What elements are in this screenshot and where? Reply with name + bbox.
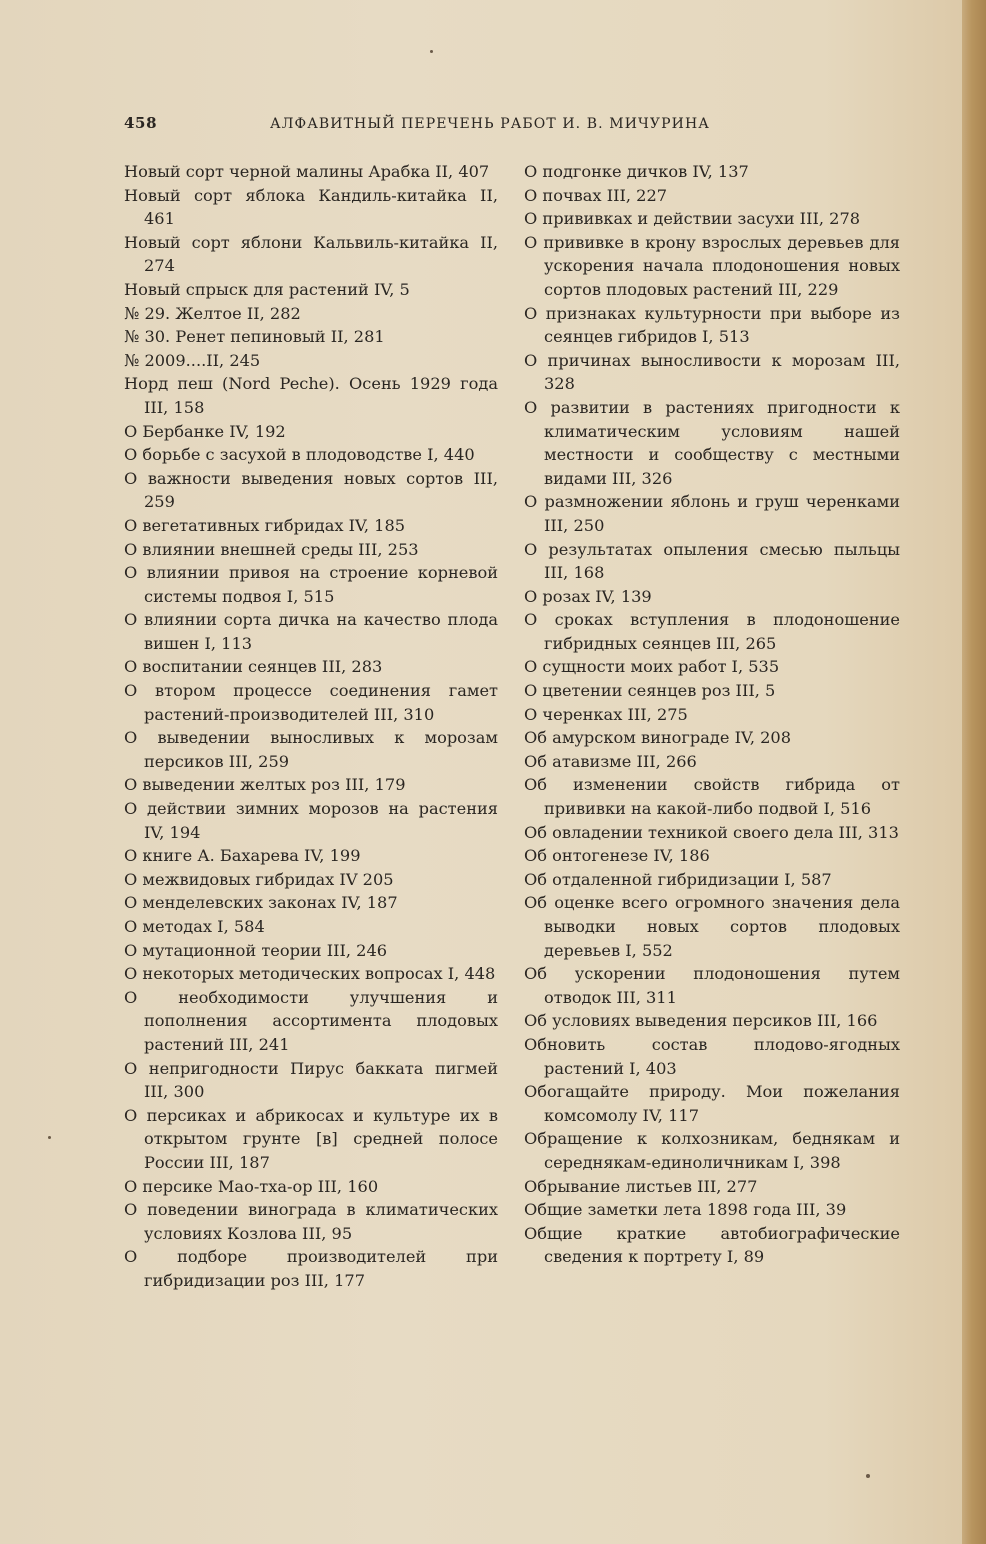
index-entry: О размножении яблонь и груш черенками III, 250	[524, 492, 900, 535]
index-entry: О цветении сеянцев роз III, 5	[524, 681, 776, 701]
index-entry: О влиянии привоя на строение корневой системы подвоя I, 515	[124, 563, 498, 606]
index-entry: О действии зимних морозов на растения IV, 194	[124, 799, 498, 842]
index-entry: О влиянии сорта дичка на качество плода вишен I, 113	[124, 610, 498, 653]
index-entry: Об оценке всего огромного значения дела выводки новых сортов плодовых деревьев I, 552	[524, 893, 900, 960]
paper-speck	[866, 1474, 870, 1478]
index-entry: О менделевских законах IV, 187	[124, 893, 398, 913]
paper-speck	[48, 1136, 51, 1139]
index-entry: О методах I, 584	[124, 917, 265, 936]
index-entry: Новый спрыск для растений IV, 5	[124, 279, 410, 299]
index-entry: Об ускорении плодоношения путем отводок III, 311	[524, 964, 900, 1007]
index-entry: О Бербанке IV, 192	[124, 421, 286, 441]
index-entry: О подборе производителей при гибридизации роз III, 177	[124, 1247, 498, 1290]
index-entry: № 29. Желтое II, 282	[124, 303, 301, 323]
index-entry: О воспитании сеянцев III, 283	[124, 657, 383, 677]
index-entry: О вегетативных гибридах IV, 185	[124, 515, 406, 535]
index-entry: Обращение к колхозникам, беднякам и середнякам-единоличникам I, 398	[524, 1129, 900, 1172]
index-entry: Об отдаленной гибридизации I, 587	[524, 869, 832, 889]
index-entry: О признаках культурности при выборе из сеянцев гибридов I, 513	[524, 303, 900, 347]
index-entry: Об амурском винограде IV, 208	[524, 728, 792, 748]
index-entry: Новый сорт яблони Кальвиль-китайка II, 274	[124, 232, 498, 276]
index-entry: О причинах выносливости к морозам III, 328	[524, 350, 900, 394]
index-entry: Общие заметки лета 1898 года III, 39	[524, 1200, 847, 1220]
index-entry: О мутационной теории III, 246	[124, 940, 388, 960]
index-entry: О борьбе с засухой в плодоводстве I, 440	[124, 445, 475, 465]
index-entry: О некоторых методических вопросах I, 448	[124, 964, 496, 984]
index-entry: О выведении выносливых к морозам персиков III, 259	[124, 728, 498, 771]
index-entry: Норд пеш (Nord Peche). Осень 1929 года III, 158	[124, 374, 498, 417]
index-entry: О сущности моих работ I, 535	[524, 657, 780, 677]
page-edge	[962, 0, 986, 1544]
index-entry: О влиянии внешней среды III, 253	[124, 539, 419, 559]
index-entry: О книге А. Бахарева IV, 199	[124, 846, 361, 866]
index-entry: Обновить состав плодово-ягодных растений I, 403	[524, 1034, 900, 1078]
index-entry: О подгонке дичков IV, 137	[524, 162, 749, 181]
index-entry: № 30. Ренет пепиновый II, 281	[124, 327, 385, 347]
index-entry: О черенках III, 275	[524, 704, 688, 724]
page-header	[124, 114, 900, 138]
index-entry: Обогащайте природу. Мои пожелания комсомолу IV, 117	[524, 1082, 900, 1125]
page-number: 458	[124, 114, 158, 132]
index-entry: О необходимости улучшения и пополнения ассортимента плодовых растений III, 241	[124, 987, 498, 1054]
index-column-left	[124, 160, 498, 1293]
running-title: АЛФАВИТНЫЙ ПЕРЕЧЕНЬ РАБОТ И. В. МИЧУРИНА	[270, 116, 710, 132]
index-entry: Об условиях выведения персиков III, 166	[524, 1011, 878, 1031]
index-entry: О розах IV, 139	[524, 586, 652, 606]
index-entry: О втором процессе соединения гамет растений-производителей III, 310	[124, 681, 498, 724]
index-entry: О поведении винограда в климатических условиях Козлова III, 95	[124, 1200, 498, 1243]
index-entry: О важности выведения новых сортов III, 259	[124, 468, 498, 512]
index-entry: № 2009....II, 245	[124, 350, 261, 370]
index-entry: Об изменении свойств гибрида от прививки на какой-либо подвой I, 516	[524, 775, 900, 819]
index-entry: Новый сорт яблока Кандиль-китайка II, 461	[124, 185, 498, 229]
index-entry: О персике Мао-тха-ор III, 160	[124, 1176, 379, 1196]
index-entry: Об атавизме III, 266	[524, 751, 697, 771]
index-entry: О результатах опыления смесью пыльцы III, 168	[524, 539, 900, 583]
index-entry: О выведении желтых роз III, 179	[124, 775, 406, 795]
index-column-right	[524, 160, 900, 1269]
index-entry: О межвидовых гибридах IV 205	[124, 869, 394, 889]
index-entry: О почвах III, 227	[524, 185, 668, 205]
index-entry: О сроках вступления в плодоношение гибридных сеянцев III, 265	[524, 610, 900, 653]
index-entry: О прививках и действии засухи III, 278	[524, 209, 861, 229]
index-entry: О персиках и абрикосах и культуре их в открытом грунте [в] средней полосе России III, 187	[124, 1105, 498, 1172]
index-entry: О непригодности Пирус бакката пигмей III, 300	[124, 1058, 498, 1102]
index-entry: Новый сорт черной малины Арабка II, 407	[124, 162, 490, 181]
index-entry: О развитии в растениях пригодности к климатическим условиям нашей местности и сообществу с местными видами III, 326	[524, 397, 900, 488]
index-entry: Об онтогенезе IV, 186	[524, 846, 710, 866]
index-entry: Общие краткие автобиографические сведения к портрету I, 89	[524, 1223, 900, 1267]
index-entry: Обрывание листьев III, 277	[524, 1176, 758, 1196]
index-entry: Об овладении техникой своего дела III, 313	[524, 822, 899, 842]
index-entry: О прививке в крону взрослых деревьев для ускорения начала плодоношения новых сортов плодовых растений III, 229	[524, 232, 900, 299]
paper-speck	[430, 50, 433, 53]
